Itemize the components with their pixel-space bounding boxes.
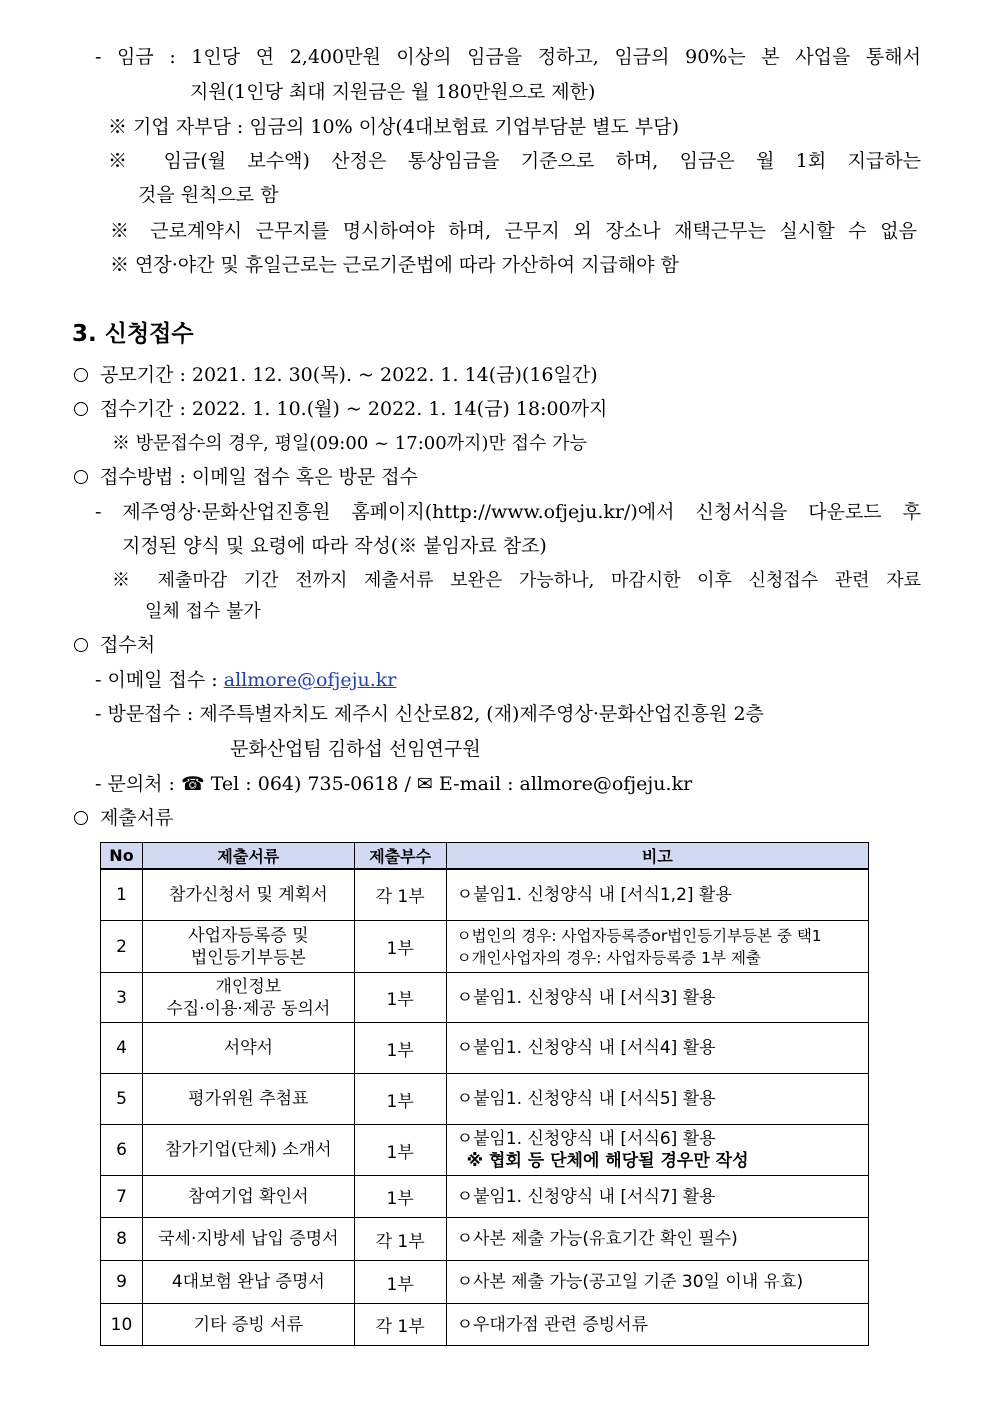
circle-bullet-icon	[74, 811, 88, 825]
circle-bullet-icon	[74, 368, 88, 382]
contact-line: - 문의처 : ☎ Tel : 064) 735-0618 / ✉ E-mail : allmore@ofjeju.kr	[95, 773, 693, 795]
header-document: 제출서류	[142, 843, 354, 869]
remarks	[446, 1304, 868, 1346]
document-name-line: 참여기업 확인서	[188, 1186, 309, 1207]
document-name-line: 기타 증빙 서류	[193, 1314, 303, 1335]
remarks	[446, 1176, 868, 1218]
circle-bullet-icon	[74, 638, 88, 652]
table-row	[101, 1074, 869, 1125]
row-number: 9	[101, 1261, 143, 1304]
row-number: 1	[101, 869, 143, 921]
document-name	[142, 1218, 354, 1261]
circle-bullet-icon	[74, 402, 88, 416]
row-number: 4	[101, 1023, 143, 1074]
remarks	[446, 1261, 868, 1304]
remarks	[446, 1074, 868, 1125]
copies: 각 1부	[354, 869, 446, 921]
table-row	[101, 1261, 869, 1304]
header-remarks: 비고	[446, 843, 868, 869]
table-row	[101, 1304, 869, 1346]
remark-line: ㅇ사본 제출 가능(공고일 기준 30일 이내 유효)	[456, 1272, 804, 1292]
copies: 1부	[354, 1023, 446, 1074]
table-row	[101, 1218, 869, 1261]
document-name-line: 서약서	[223, 1038, 273, 1058]
document-name-line: 수집·이용·제공 동의서	[166, 998, 331, 1019]
copies: 1부	[354, 1261, 446, 1304]
documents-table	[100, 842, 869, 1346]
remark-line: ㅇ붙임1. 신청양식 내 [서식1,2] 활용	[456, 884, 732, 905]
remarks	[446, 1218, 868, 1261]
document-name-line: 참가기업(단체) 소개서	[165, 1140, 332, 1160]
email-reception: - 이메일 접수 : allmore@ofjeju.kr	[95, 669, 397, 691]
copies: 1부	[354, 1074, 446, 1125]
table-row	[101, 1023, 869, 1074]
remark-line: ㅇ붙임1. 신청양식 내 [서식4] 활용	[456, 1038, 716, 1058]
note-wage-basis-1: ※ 임금(월 보수액) 산정은 통상임금을 기준으로 하며, 임금은 월 1회 지급하는	[108, 150, 921, 172]
note-company-share: ※ 기업 자부담 : 임금의 10% 이상(4대보험료 기업부담분 별도 부담)	[108, 116, 680, 138]
table-row	[101, 1125, 869, 1176]
row-number: 10	[101, 1304, 143, 1346]
row-number: 3	[101, 973, 143, 1023]
document-name-line: 사업자등록증 및	[188, 925, 309, 946]
note-wage-basis-2: 것을 원칙으로 함	[138, 184, 279, 206]
row-number: 8	[101, 1218, 143, 1261]
header-copies: 제출부수	[354, 843, 446, 869]
document-name	[142, 1176, 354, 1218]
copies: 1부	[354, 921, 446, 973]
remarks	[446, 869, 868, 921]
remark-line: ㅇ붙임1. 신청양식 내 [서식7] 활용	[456, 1186, 716, 1207]
remark-line: ㅇ붙임1. 신청양식 내 [서식3] 활용	[456, 987, 716, 1008]
remarks	[446, 921, 868, 973]
table-header-row	[101, 843, 869, 869]
remark-line: ㅇ법인의 경우: 사업자등록증or법인등기부등본 중 택1	[456, 926, 822, 945]
remark-line: ㅇ사본 제출 가능(유효기간 확인 필수)	[456, 1229, 738, 1249]
remark-line: ㅇ개인사업자의 경우: 사업자등록증 1부 제출	[456, 948, 761, 967]
table-row	[101, 921, 869, 973]
document-name	[142, 1125, 354, 1176]
copies: 1부	[354, 1176, 446, 1218]
table-row	[101, 1176, 869, 1218]
association-note: ※ 협회 등 단체에 해당될 경우만 작성	[466, 1151, 749, 1171]
section-title: 3. 신청접수	[72, 321, 194, 347]
email-link[interactable]: allmore@ofjeju.kr	[223, 669, 397, 691]
circle-bullet-icon	[74, 470, 88, 484]
remarks	[446, 1023, 868, 1074]
visit-reception-2: 문화산업팀 김하섭 선임연구원	[230, 738, 481, 760]
copies: 1부	[354, 1125, 446, 1176]
mail-icon: ✉	[416, 773, 433, 795]
deadline-note-1: ※ 제출마감 기간 전까지 제출서류 보완은 가능하나, 마감시한 이후 신청접수 관련 자료	[112, 570, 921, 591]
document-name	[142, 1261, 354, 1304]
deadline-note-2: 일체 접수 불가	[145, 601, 261, 622]
table-body	[101, 869, 869, 1346]
row-number: 2	[101, 921, 143, 973]
reception-period: 접수기간 : 2022. 1. 10.(월) ~ 2022. 1. 14(금) 18:00까지	[74, 397, 607, 421]
wage-line-1: - 임금 : 1인당 연 2,400만원 이상의 임금을 정하고, 임금의 90%는 본 사업을 통해서	[95, 46, 921, 68]
copies: 1부	[354, 973, 446, 1023]
visit-reception-1: - 방문접수 : 제주특별자치도 제주시 신산로82, (재)제주영상·문화산업진흥원 2층	[95, 703, 764, 725]
document-name	[142, 921, 354, 973]
phone-icon: ☎	[181, 773, 205, 795]
header-no: No	[101, 843, 143, 869]
copies: 각 1부	[354, 1304, 446, 1346]
wage-line-2: 지원(1인당 최대 지원금은 월 180만원으로 제한)	[190, 81, 596, 103]
document-name-line: 개인정보	[215, 976, 282, 997]
note-workplace: ※ 근로계약시 근무지를 명시하여야 하며, 근무지 외 장소나 재택근무는 실시할 수 없음	[110, 220, 917, 242]
document-name-line: 법인등기부등본	[190, 947, 306, 968]
document-name	[142, 1304, 354, 1346]
document-name	[142, 973, 354, 1023]
document-name	[142, 869, 354, 921]
announcement-period: 공모기간 : 2021. 12. 30(목). ~ 2022. 1. 14(금)(16일간)	[74, 363, 598, 387]
method-detail-2: 지정된 양식 및 요령에 따라 작성(※ 붙임자료 참조)	[122, 535, 547, 557]
recipient-heading: 접수처	[74, 633, 155, 657]
remarks	[446, 973, 868, 1023]
table-row	[101, 869, 869, 921]
visit-reception-note: ※ 방문접수의 경우, 평일(09:00 ~ 17:00까지)만 접수 가능	[112, 433, 587, 454]
docs-heading: 제출서류	[74, 806, 173, 830]
copies: 각 1부	[354, 1218, 446, 1261]
document-name-line: 4대보험 완납 증명서	[171, 1272, 325, 1292]
document-name	[142, 1074, 354, 1125]
row-number: 7	[101, 1176, 143, 1218]
reception-method: 접수방법 : 이메일 접수 혹은 방문 접수	[74, 465, 418, 489]
row-number: 6	[101, 1125, 143, 1176]
remarks	[446, 1125, 868, 1176]
remark-line: ㅇ우대가점 관련 증빙서류	[456, 1314, 649, 1335]
row-number: 5	[101, 1074, 143, 1125]
method-detail-1: - 제주영상·문화산업진흥원 홈페이지(http://www.ofjeju.kr/)에서 신청서식을 다운로드 후	[95, 501, 921, 523]
document-name	[142, 1023, 354, 1074]
note-overtime: ※ 연장·야간 및 휴일근로는 근로기준법에 따라 가산하여 지급해야 함	[110, 254, 679, 276]
table-row	[101, 973, 869, 1023]
remark-line: ㅇ붙임1. 신청양식 내 [서식6] 활용	[456, 1129, 716, 1149]
document-name-line: 평가위원 추첨표	[188, 1089, 309, 1109]
remark-line: ㅇ붙임1. 신청양식 내 [서식5] 활용	[456, 1089, 716, 1109]
document-name-line: 국세·지방세 납입 증명서	[158, 1229, 339, 1249]
document-name-line: 참가신청서 및 계획서	[169, 884, 328, 905]
